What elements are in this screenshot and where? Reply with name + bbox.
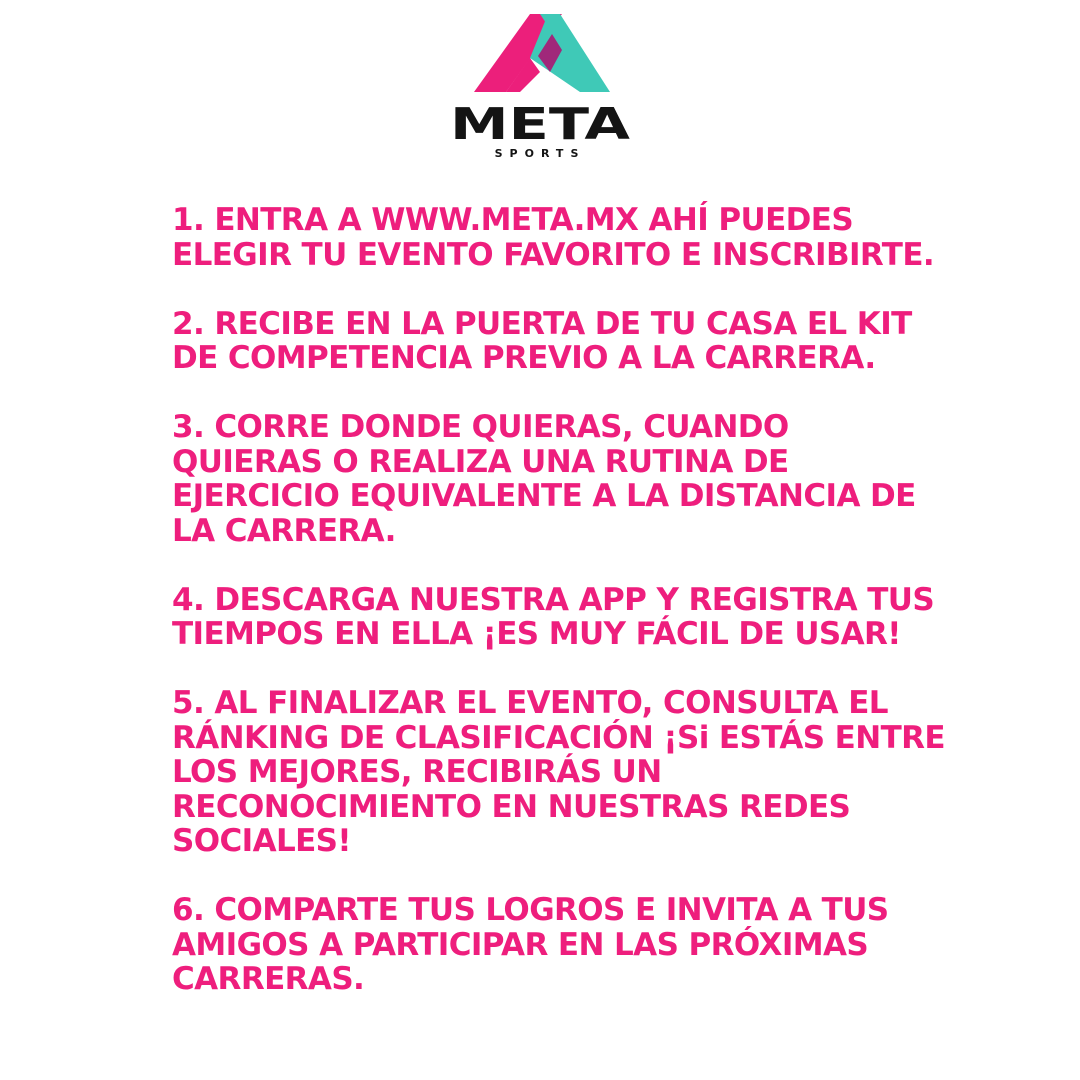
step-6: 6. COMPARTE TUS LOGROS E INVITA A TUS AMIGOS A PARTICIPAR EN LAS PRÓXIMAS CARRERAS. (172, 892, 889, 997)
step-5: 5. AL FINALIZAR EL EVENTO, CONSULTA EL RÁNKING DE CLASIFICACIÓN ¡Si ESTÁS ENTRE LOS MEJORES, RECIBIRÁS UN RECONOCIMIENTO EN NUESTRAS REDES SOCIALES! (172, 685, 945, 859)
brand-tagline: SPORTS (494, 147, 586, 160)
step-2: 2. RECIBE EN LA PUERTA DE TU CASA EL KIT DE COMPETENCIA PREVIO A LA CARRERA. (172, 305, 912, 376)
mountain-logo-icon (440, 12, 640, 162)
meta-sports-logo (440, 12, 640, 162)
steps-list (172, 203, 1052, 997)
brand-wordmark: META (450, 99, 630, 150)
step-1: 1. ENTRA A WWW.META.MX AHÍ PUEDES ELEGIR TU EVENTO FAVORITO E INSCRIBIRTE. (172, 202, 935, 273)
step-4: 4. DESCARGA NUESTRA APP Y REGISTRA TUS TIEMPOS EN ELLA ¡ES MUY FÁCIL DE USAR! (172, 581, 935, 652)
step-3: 3. CORRE DONDE QUIERAS, CUANDO QUIERAS O REALIZA UNA RUTINA DE EJERCICIO EQUIVALENTE A LA DISTANCIA DE LA CARRERA. (172, 409, 916, 549)
